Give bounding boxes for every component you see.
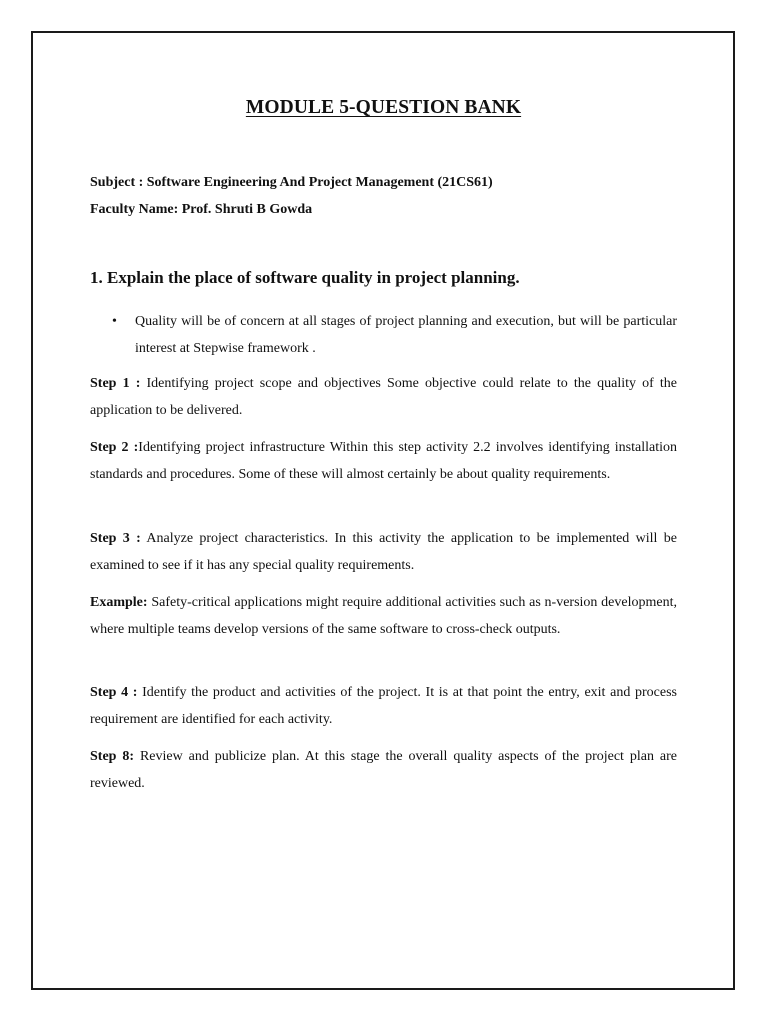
paragraph-text: Identifying project scope and objectives Some objective could relate to the quality of the application to be delivered.: [90, 376, 677, 418]
faculty-line: Faculty Name: Prof. Shruti B Gowda: [90, 202, 313, 217]
paragraph-text: Identify the product and activities of the project. It is at that point the entry, exit and process requirement are identified for each activity.: [90, 685, 677, 727]
paragraph-label: Step 2 :: [90, 440, 139, 455]
question-heading: 1. Explain the place of software quality in project planning.: [90, 268, 520, 287]
paragraph-example: [90, 589, 677, 643]
page-title: MODULE 5-QUESTION BANK: [245, 97, 522, 118]
paragraph-label: Step 8:: [90, 749, 135, 764]
paragraph-step-1: [90, 370, 677, 424]
paragraph-label: Step 1 :: [90, 376, 141, 391]
paragraph-text: Identifying project infrastructure Within this step activity 2.2 involves identifying installation standards and procedures. Some of these will almost certainly be about quality requirements.: [90, 440, 677, 482]
paragraph-text: Safety-critical applications might require additional activities such as n-version development, where multiple teams develop versions of the same software to cross-check outputs.: [90, 595, 677, 637]
paragraph-text: Review and publicize plan. At this stage the overall quality aspects of the project plan are reviewed.: [90, 749, 677, 791]
paragraph-step-8: [90, 743, 677, 797]
document-meta: [90, 169, 677, 223]
bullet-item: [112, 308, 677, 362]
subject-line: Subject : Software Engineering And Project Management (21CS61): [90, 175, 493, 190]
paragraph-label: Step 4 :: [90, 685, 138, 700]
paragraph-step-4: [90, 679, 677, 733]
paragraph-label: Example:: [90, 595, 148, 610]
paragraph-text: Analyze project characteristics. In this activity the application to be implemented will be examined to see if it has any special quality requirements.: [90, 531, 677, 573]
bullet-dot-icon: •: [112, 314, 117, 329]
bullet-text: Quality will be of concern at all stages of project planning and execution, but will be particular interest at Stepwise framework .: [135, 314, 677, 356]
paragraph-label: Step 3 :: [90, 531, 141, 546]
paragraph-step-3: [90, 525, 677, 579]
paragraph-step-2: [90, 434, 677, 488]
